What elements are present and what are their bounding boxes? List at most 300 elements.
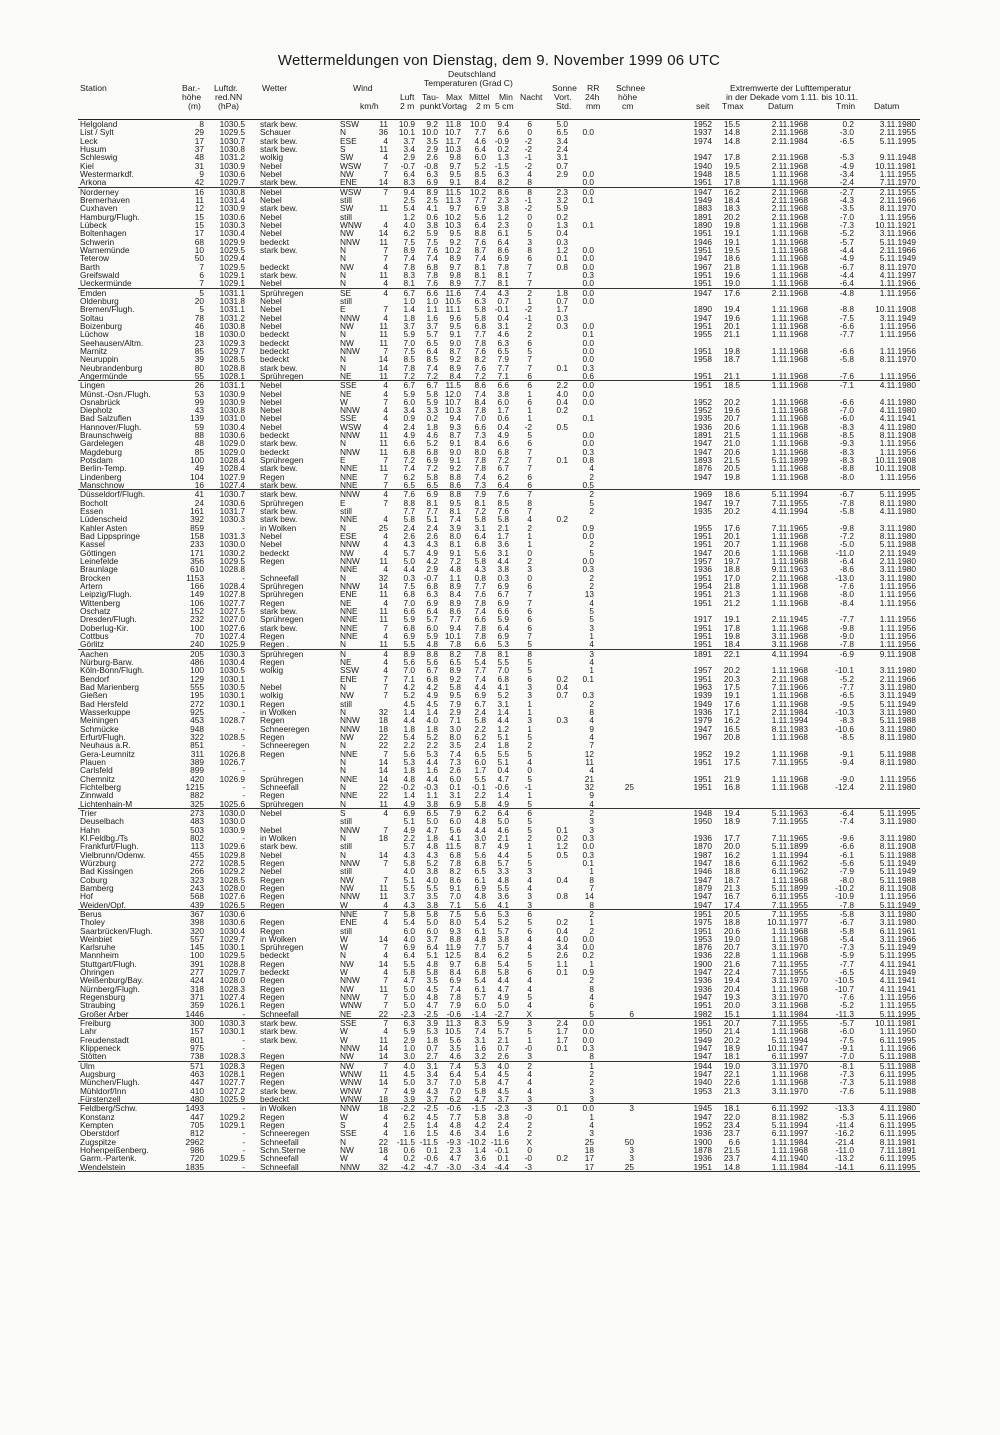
dew-point: 7.4	[426, 253, 438, 264]
pressure: 1028.0	[219, 975, 245, 986]
record-since: 1955	[693, 522, 712, 533]
mean-temp: 6.0	[474, 152, 486, 163]
min-temp: 6.3	[497, 168, 509, 179]
record-since: 1947	[693, 547, 712, 558]
air-temp: 5.4	[403, 731, 415, 742]
tmin-date: 5.11.1988	[879, 748, 916, 759]
wind-direction: S	[340, 143, 346, 154]
dew-point: 4.8	[426, 992, 438, 1003]
max-temp: 10.7	[444, 127, 461, 138]
night-temp: X	[526, 1136, 532, 1147]
tmin-date: 3.11.1980	[879, 564, 916, 575]
wind-speed: 14	[378, 849, 388, 860]
min-temp: 5.7	[497, 857, 509, 868]
tmin: -7.3	[839, 219, 854, 230]
mean-temp: 4.4	[474, 824, 486, 835]
wind-speed: 22	[378, 790, 388, 801]
station-name: Frankfurt/Flugh.	[80, 841, 139, 852]
dew-point: 3.4	[426, 1069, 438, 1080]
tmin: -6.5	[839, 690, 854, 701]
min-temp: 2.3	[497, 219, 509, 230]
baro-height: 99	[194, 396, 204, 407]
station-name: Westermarkdf.	[80, 168, 134, 179]
tmax: 18.3	[723, 203, 740, 214]
baro-height: 129	[190, 673, 204, 684]
max-temp: 7.7	[449, 614, 461, 625]
tmin: -6.7	[839, 917, 854, 928]
dew-point: 4.4	[426, 756, 438, 767]
baro-height: 948	[190, 723, 204, 734]
tmax-date: 1.11.1968	[771, 933, 808, 944]
dew-point: 2.9	[426, 143, 438, 154]
tmin: -7.0	[839, 1051, 854, 1062]
wind-direction: E	[340, 497, 346, 508]
baro-height: 7	[199, 278, 204, 289]
min-temp: -2.3	[494, 1103, 509, 1114]
air-temp: 5.9	[403, 1026, 415, 1037]
dew-point: 6.4	[426, 345, 438, 356]
wind-direction: NNW	[340, 556, 360, 567]
min-temp: 5.3	[497, 639, 509, 650]
baro-height: 8	[199, 119, 204, 129]
pressure: 1027.7	[219, 597, 245, 608]
wind-speed: 11	[379, 606, 388, 617]
precipitation: 1	[589, 917, 594, 928]
tmax: 20.8	[723, 731, 740, 742]
tmax: 23.4	[723, 1120, 740, 1131]
mean-temp: 7.7	[474, 127, 486, 138]
mean-temp: 6.0	[474, 756, 486, 767]
mean-temp: 7.4	[474, 1026, 486, 1037]
baro-height: 161	[190, 506, 204, 517]
max-temp: 11.7	[445, 135, 461, 146]
baro-height: 53	[194, 388, 204, 399]
air-temp: 7.0	[403, 665, 415, 676]
tmin-date: 1.11.1956	[879, 471, 916, 482]
precipitation: 5	[589, 614, 594, 625]
station-group	[78, 809, 920, 910]
air-temp: 4.4	[403, 715, 415, 726]
station-name: Weißenburg/Bay.	[80, 975, 144, 986]
wind-speed: 11	[379, 891, 388, 902]
min-temp: 6.8	[497, 673, 509, 684]
night-temp: 0	[527, 547, 532, 558]
tmax-date: 1.11.1968	[771, 1145, 808, 1156]
dew-point: 8.5	[426, 354, 438, 365]
record-since: 1953	[693, 933, 712, 944]
tmax-date: 1.11.1968	[771, 547, 808, 558]
baro-height: 80	[194, 362, 204, 373]
wind-direction: WSW	[340, 421, 362, 432]
tmin: -5.8	[839, 354, 854, 365]
baro-height: 453	[190, 715, 204, 726]
station-name: Bocholt	[80, 497, 108, 508]
mean-temp: 5.8	[474, 312, 486, 323]
night-temp: 2	[527, 320, 532, 331]
baro-height: 925	[190, 706, 204, 717]
max-temp: 2.3	[449, 1145, 461, 1156]
air-temp: 7.8	[403, 362, 415, 373]
record-since: 1958	[693, 354, 712, 365]
snow-depth: 6	[629, 1008, 634, 1019]
baro-height: 23	[194, 337, 204, 348]
min-temp: 8.6	[497, 186, 509, 197]
night-temp: 7	[527, 278, 532, 289]
tmin: -7.6	[839, 581, 854, 592]
wind-speed: 7	[383, 874, 388, 885]
precipitation: 0.2	[582, 950, 594, 961]
pressure: 1027.9	[219, 471, 245, 482]
dew-point: 4.8	[426, 639, 438, 650]
baro-height: 1446	[185, 1008, 204, 1019]
wind-speed: 4	[383, 261, 388, 272]
tmax-date: 1.11.1968	[771, 253, 808, 264]
weather: bedeckt	[260, 354, 290, 365]
record-since: 1947	[693, 438, 712, 449]
tmin: -5.2	[839, 1000, 854, 1011]
station-name: Berlin-Temp.	[80, 463, 127, 474]
max-temp: 8.9	[449, 665, 461, 676]
mean-temp: 7.8	[474, 455, 486, 466]
header-extrem2: in der Dekade vom 1.11. bis 10.11.	[726, 92, 859, 102]
pressure: -	[242, 723, 245, 734]
station-name: Neuhaus a.R.	[80, 740, 131, 751]
snow-depth: 50	[624, 1136, 634, 1147]
air-temp: -4.2	[400, 1161, 415, 1172]
min-temp: 0.2	[497, 143, 509, 154]
max-temp: 3.5	[449, 740, 461, 751]
wind-direction: NNE	[340, 471, 358, 482]
station-group	[78, 650, 920, 809]
tmin: -7.3	[839, 1069, 854, 1080]
record-since: 1890	[693, 219, 712, 230]
max-temp: 6.4	[449, 1069, 461, 1080]
baro-height: 48	[194, 152, 204, 163]
weather: bedeckt	[260, 329, 290, 340]
pressure: -	[242, 706, 245, 717]
max-temp: 7.9	[449, 698, 461, 709]
pressure: 1028.3	[219, 1051, 245, 1062]
tmin: -7.2	[839, 531, 854, 542]
sunshine: 1.3	[556, 219, 568, 230]
wind-direction: ENE	[340, 673, 358, 684]
precipitation: 0.0	[582, 168, 594, 179]
wind-direction: W	[340, 1153, 348, 1164]
pressure: 1030.4	[219, 228, 245, 239]
tmax-date: 5.11.1994	[771, 1120, 808, 1131]
precipitation: 5	[589, 606, 594, 617]
max-temp: 10.2	[444, 211, 461, 222]
wind-speed: 4	[383, 899, 388, 910]
tmax: 18.9	[723, 816, 740, 827]
weather: Sprühregen	[260, 589, 304, 600]
min-temp: -0.6	[494, 781, 509, 792]
dew-point: 6.4	[426, 942, 438, 953]
mean-temp: 7.4	[474, 388, 486, 399]
air-temp: 5.8	[403, 514, 415, 525]
wind-speed: 11	[379, 589, 388, 600]
wind-speed: 32	[378, 572, 388, 583]
night-temp: 3	[527, 866, 532, 877]
record-since: 1951	[693, 1000, 712, 1011]
station-name: Trier	[80, 807, 97, 818]
max-temp: 11.8	[445, 119, 461, 129]
max-temp: 1.1	[449, 572, 461, 583]
precipitation: 0.9	[582, 522, 594, 533]
wind-speed: 4	[383, 421, 388, 432]
dew-point: 7.4	[426, 362, 438, 373]
station-name: Boizenburg	[80, 320, 122, 331]
pressure: -	[242, 522, 245, 533]
tmax-date: 1.11.1968	[771, 430, 808, 441]
min-temp: 3.8	[497, 933, 509, 944]
night-temp: 5	[527, 958, 532, 969]
baro-height: 1835	[185, 1161, 204, 1172]
dew-point: 2.6	[426, 152, 438, 163]
sunshine: 0.4	[556, 396, 568, 407]
precipitation: 9	[589, 723, 594, 734]
dew-point: 4.5	[426, 1111, 438, 1122]
precipitation: 1	[589, 958, 594, 969]
min-temp: 6.8	[497, 446, 509, 457]
night-temp: 5	[527, 849, 532, 860]
pressure: 1030.3	[219, 514, 245, 525]
baro-height: 106	[190, 597, 204, 608]
dew-point: 0.6	[426, 211, 438, 222]
wind-speed: 11	[379, 320, 388, 331]
max-temp: 6.9	[449, 798, 461, 809]
weather: Regen	[260, 597, 285, 608]
mean-temp: 6.2	[474, 807, 486, 818]
tmax: 14.8	[723, 1161, 740, 1172]
wind-direction: N	[340, 522, 346, 533]
precipitation: 0.0	[582, 531, 594, 542]
record-since: 1891	[693, 211, 712, 222]
weather: stark bew.	[260, 362, 298, 373]
max-temp: 8.2	[449, 648, 461, 659]
record-since: 1947	[693, 253, 712, 264]
weather: bedeckt	[260, 547, 290, 558]
night-temp: 7	[527, 506, 532, 517]
air-temp: 2.9	[403, 152, 415, 163]
tmax-date: 6.11.1992	[771, 1103, 808, 1114]
record-since: 1947	[693, 1043, 712, 1054]
wind-speed: 4	[383, 135, 388, 146]
precipitation: 1	[589, 866, 594, 877]
min-temp: 4.4	[497, 975, 509, 986]
station-name: Kassel	[80, 539, 105, 550]
precipitation: 2	[589, 975, 594, 986]
night-temp: 8	[527, 177, 532, 188]
tmax-date: 2.11.1968	[771, 673, 808, 684]
tmin: -6.9	[839, 648, 854, 659]
tmin-date: 4.11.1941	[879, 958, 916, 969]
wind-speed: 14	[378, 362, 388, 373]
night-temp: 3	[527, 1094, 532, 1105]
precipitation: 2	[589, 908, 594, 919]
tmin: -5.8	[839, 506, 854, 517]
record-since: 1951	[693, 1161, 712, 1172]
tmax-date: 2.11.1968	[771, 186, 808, 197]
weather: Nebel	[260, 160, 282, 171]
station-name: Husum	[80, 143, 107, 154]
air-temp: 5.0	[403, 1000, 415, 1011]
max-temp: 9.6	[449, 312, 461, 323]
tmax-date: 4.11.1940	[771, 1153, 808, 1164]
wind-direction: NNW	[340, 430, 360, 441]
tmin-date: 4.11.1980	[879, 396, 916, 407]
air-temp: 4.0	[403, 1060, 415, 1071]
wind-direction: NNW	[340, 489, 360, 500]
tmin: -7.7	[839, 329, 854, 340]
baro-height: 10	[194, 244, 204, 255]
max-temp: 8.9	[449, 597, 461, 608]
wind-direction: NW	[340, 228, 354, 239]
wind-speed: 7	[383, 908, 388, 919]
air-temp: 7.8	[403, 261, 415, 272]
max-temp: 8.9	[449, 581, 461, 592]
pressure: 1029.7	[219, 345, 245, 356]
wind-speed: 22	[378, 740, 388, 751]
wind-speed: 14	[378, 354, 388, 365]
tmin: -10.3	[835, 706, 854, 717]
air-temp: 6.9	[403, 807, 415, 818]
mean-temp: 5.6	[474, 211, 486, 222]
tmax-date: 2.11.1984	[771, 706, 808, 717]
wind-speed: 22	[378, 1136, 388, 1147]
precipitation: 0.3	[582, 446, 594, 457]
mean-temp: 10.2	[469, 186, 486, 197]
sunshine: 0.8	[556, 261, 568, 272]
mean-temp: 7.8	[474, 405, 486, 416]
pressure: 1028.4	[219, 463, 245, 474]
wind-direction: NNW	[340, 581, 360, 592]
tmin: -6.6	[839, 841, 854, 852]
tmin-date: 8.11.1980	[879, 497, 916, 508]
tmin: -3.4	[839, 168, 854, 179]
mean-temp: 8.5	[474, 168, 486, 179]
mean-temp: 7.6	[474, 345, 486, 356]
air-temp: 10.9	[398, 119, 415, 129]
dew-point: 7.6	[426, 278, 438, 289]
baro-height: 100	[190, 455, 204, 466]
wind-direction: N	[340, 354, 346, 365]
night-temp: 6	[527, 438, 532, 449]
tmax: 17.8	[723, 177, 740, 188]
weather: Nebel	[260, 405, 282, 416]
tmin: -7.8	[839, 899, 854, 910]
air-temp: -11.5	[396, 1136, 415, 1147]
header-luft2m-1: Luft	[400, 92, 415, 102]
air-temp: 5.9	[403, 329, 415, 340]
precipitation: 0.0	[582, 933, 594, 944]
baro-height: 447	[190, 1077, 204, 1088]
page-title: Wettermeldungen von Dienstag, dem 9. November 1999 06 UTC	[277, 52, 721, 69]
tmin: -4.4	[839, 269, 854, 280]
precipitation: 0.0	[582, 345, 594, 356]
night-temp: 2	[527, 287, 532, 298]
mean-temp: 5.8	[474, 556, 486, 567]
dew-point: -4.7	[423, 1161, 438, 1172]
station-name: Neuruppin	[80, 354, 119, 365]
air-temp: 8.3	[403, 177, 415, 188]
tmax-date: 1.11.1968	[771, 748, 808, 759]
mean-temp: 6.8	[474, 967, 486, 978]
record-since: 1947	[693, 446, 712, 457]
tmax: 20.5	[723, 908, 740, 919]
baro-height: 88	[194, 430, 204, 441]
night-temp: 5	[527, 430, 532, 441]
precipitation: 3	[589, 1128, 594, 1139]
tmin: -8.3	[839, 455, 854, 466]
precipitation: 0.0	[582, 186, 594, 197]
tmin-date: 3.11.1980	[879, 681, 916, 692]
tmin-date: 1.11.1956	[879, 370, 916, 381]
tmin: -7.0	[839, 405, 854, 416]
header-temp-group: Temperaturen (Grad C)	[424, 78, 513, 88]
night-temp: 6	[527, 673, 532, 684]
max-temp: 6.2	[449, 1094, 461, 1105]
max-temp: 8.1	[449, 506, 461, 517]
wind-direction: NNW	[340, 992, 360, 1003]
precipitation: 0.0	[582, 177, 594, 188]
air-temp: 7.1	[403, 673, 415, 684]
pressure: 1030.9	[219, 396, 245, 407]
wind-direction: NNE	[340, 773, 358, 784]
air-temp: 4.0	[403, 866, 415, 877]
weather: Regen	[260, 471, 285, 482]
record-since: 1948	[693, 807, 712, 818]
night-temp: -1	[524, 312, 532, 323]
mean-temp: 5.6	[474, 899, 486, 910]
baro-height: 300	[190, 1018, 204, 1029]
tmin: -5.7	[839, 236, 854, 247]
max-temp: 7.1	[449, 715, 461, 726]
tmax-date: 1.11.1968	[771, 983, 808, 994]
mean-temp: 6.5	[474, 866, 486, 877]
wind-speed: 14	[378, 177, 388, 188]
pressure: 1029.7	[219, 967, 245, 978]
tmin: -10.2	[835, 882, 854, 893]
weather: Nebel	[260, 211, 282, 222]
min-temp: 6.6	[497, 127, 509, 138]
baro-height: 398	[190, 917, 204, 928]
night-temp: 3	[527, 715, 532, 726]
tmin-date: 2.11.1966	[879, 194, 916, 205]
max-temp: 5.6	[449, 824, 461, 835]
min-temp: 3.8	[497, 1111, 509, 1122]
tmin: -8.0	[839, 874, 854, 885]
tmin-date: 5.11.1995	[879, 950, 916, 961]
tmin-date: 7.11.1970	[879, 177, 916, 188]
night-temp: 5	[527, 773, 532, 784]
weather: Sprühregen	[260, 370, 304, 381]
air-temp: 9.4	[403, 186, 415, 197]
min-temp: 5.5	[497, 657, 509, 667]
tmax: 20.6	[723, 421, 740, 432]
weather: stark bew.	[260, 143, 298, 154]
record-since: 1950	[693, 1026, 712, 1037]
precipitation: 4	[589, 657, 594, 667]
max-temp: 9.5	[449, 320, 461, 331]
baro-height: 1493	[185, 1103, 204, 1114]
precipitation: 3	[589, 1094, 594, 1105]
tmax: 21.3	[723, 1085, 740, 1096]
wind-speed: 4	[383, 287, 388, 298]
mean-temp: 7.7	[474, 329, 486, 340]
min-temp: 3.1	[497, 547, 509, 558]
dew-point: 6.8	[426, 581, 438, 592]
